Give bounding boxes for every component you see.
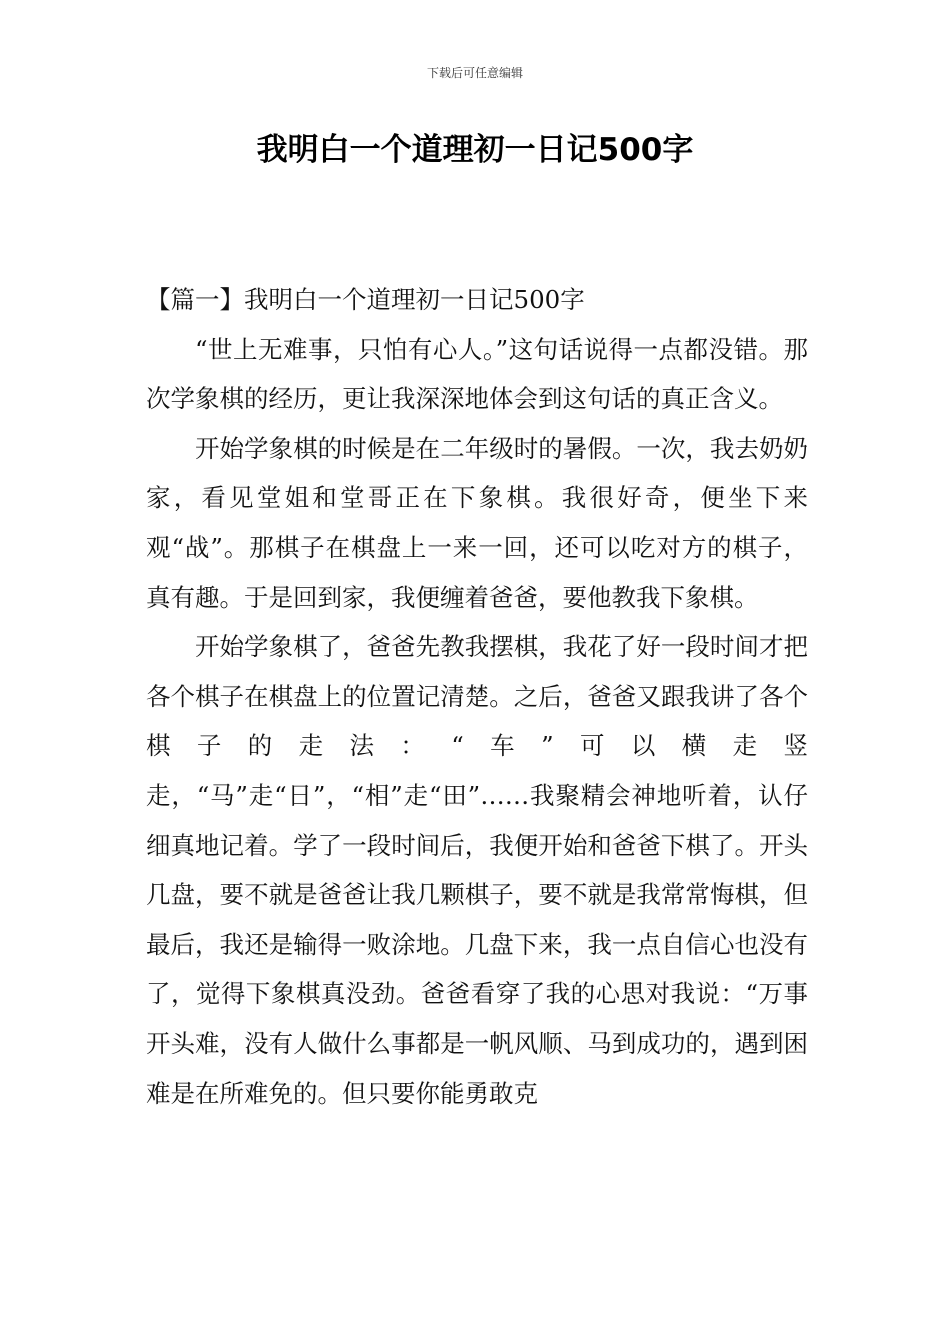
page-header-note: 下载后可任意编辑 <box>426 66 523 80</box>
document-body <box>146 275 808 1118</box>
section-heading: 【篇一】我明白一个道理初一日记500字 <box>146 285 585 314</box>
paragraph-3: 开始学象棋了，爸爸先教我摆棋，我花了好一段时间才把各个棋子在棋盘上的位置记清楚。之后，爸爸又跟我讲了各个棋子的走法：“车”可以横走竖走，“马”走“日”，“相”走“田”……我聚精会神地听着，认仔细真地记着。学了一段时间后，我便开始和爸爸下棋了。开头几盘，要不就是爸爸让我几颗棋子，要不就是我常常悔棋，但最后，我还是输得一败涂地。几盘下来，我一点自信心也没有了，觉得下象棋真没劲。爸爸看穿了我的心思对我说：“万事开头难，没有人做什么事都是一帆风顺、马到成功的，遇到困难是在所难免的。但只要你能勇敢克 <box>146 632 808 1108</box>
paragraph-1: “世上无难事，只怕有心人。”这句话说得一点都没错。那次学象棋的经历，更让我深深地体会到这句话的真正含义。 <box>146 334 808 414</box>
document-title: 我明白一个道理初一日记500字 <box>256 132 694 168</box>
paragraph-2: 开始学象棋的时候是在二年级时的暑假。一次，我去奶奶家，看见堂姐和堂哥正在下象棋。我很好奇，便坐下来观“战”。那棋子在棋盘上一来一回，还可以吃对方的棋子，真有趣。于是回到家，我便缠着爸爸，要他教我下象棋。 <box>146 433 808 612</box>
